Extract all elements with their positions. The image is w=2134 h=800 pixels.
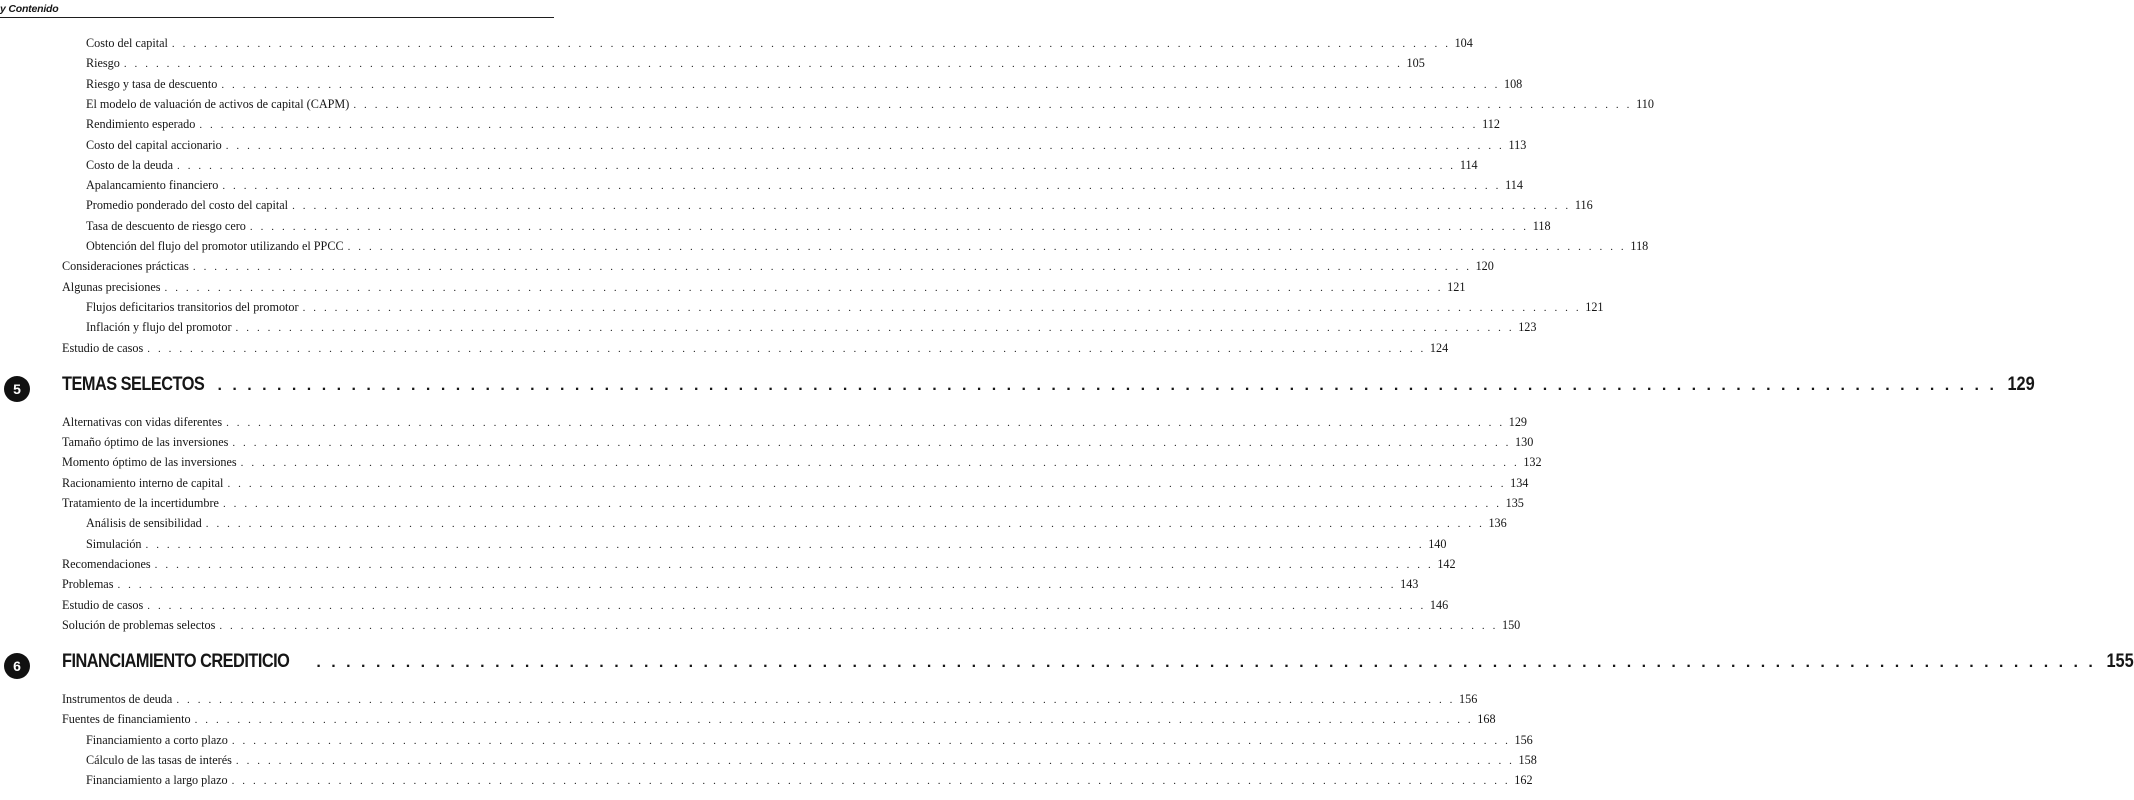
toc-entry[interactable]: [62, 432, 1534, 452]
dot-leader: . . . . . . . . . . . . . . . . . . . . . . . . . . . . . . . . . . . . . . . . . . . . . . . . . . . . . . . . . . . . . . . . . . . . . . . . . . . . . . . . . . . . . . . . . . . . . . . . . . . . . . . . . . . . . . . . . . . . . . . .: [353, 99, 1632, 111]
entry-page-number: 135: [1505, 496, 1524, 510]
dot-leader: . . . . . . . . . . . . . . . . . . . . . . . . . . . . . . . . . . . . . . . . . . . . . . . . . . . . . . . . . . . . . . . . . . . . . . . . . . . . . . . . . . . . . . . . . . . . . . . . . . . . . . . . . . . . . . . . . . . . . . . .: [249, 221, 1529, 233]
entry-page-number: 108: [1503, 77, 1523, 91]
toc-subentry[interactable]: [86, 216, 1551, 236]
toc-subentry[interactable]: [86, 513, 1507, 533]
toc-entry[interactable]: [62, 493, 1524, 513]
toc-subentry[interactable]: [86, 114, 1500, 134]
dot-leader: . . . . . . . . . . . . . . . . . . . . . . . . . . . . . . . . . . . . . . . . . . . . . . . . . . . . . . . . . . . . . . . . . . . . . . . . . . . . . . . . . . . . . . . . . . . . . . . . . . . . . . . . . . . . . . . . . . . . . . . .: [171, 38, 1451, 50]
entry-title: Inflación y flujo del promotor: [86, 320, 232, 334]
entry-title: Costo del capital accionario: [86, 138, 222, 152]
entry-page-number: 121: [1585, 300, 1604, 314]
chapter-number-badge: 5: [4, 376, 30, 402]
entry-title: Flujos deficitarios transitorios del promotor: [86, 300, 299, 314]
entry-page-number: 121: [1447, 280, 1466, 294]
toc-subentry[interactable]: [86, 195, 1593, 215]
toc-entry[interactable]: [62, 574, 1419, 594]
toc-entry[interactable]: [62, 412, 1528, 432]
entry-title: Apalancamiento financiero: [86, 178, 219, 192]
entry-page-number: 150: [1501, 618, 1521, 632]
toc-entry[interactable]: [62, 277, 1466, 297]
entry-page-number: 118: [1532, 219, 1551, 233]
entry-page-number: 132: [1523, 455, 1542, 469]
entry-page-number: 156: [1459, 692, 1478, 706]
dot-leader: . . . . . . . . . . . . . . . . . . . . . . . . . . . . . . . . . . . . . . . . . . . . . . . . . . . . . . . . . . . . . . . . . . . . . . . . . . . . . . . . . . . . . . . . . . . . . . . . . . . . . . . . . . . . . . . . . . . . . . . .: [177, 160, 1456, 172]
entry-title: Riesgo y tasa de descuento: [86, 77, 218, 91]
toc-entry[interactable]: [62, 256, 1494, 276]
entry-page-number: 156: [1514, 733, 1533, 747]
toc-subentry[interactable]: [86, 534, 1447, 554]
toc-entry[interactable]: [62, 338, 1449, 358]
entry-page-number: 162: [1514, 773, 1533, 787]
dot-leader: . . . . . . . . . . . . . . . . . . . . . . . . . . . . . . . . . . . . . . . . . . . . . . . . . . . . . . . . . . . . . . . . . . . . . . . . . . . . . . . . . . . . . . . . . . . . . . . . . . . . . . . . . . . . . . . . . . . . . . . .: [227, 478, 1507, 490]
chapter-page-number: 155: [2106, 651, 2134, 672]
dot-leader: . . . . . . . . . . . . . . . . . . . . . . . . . . . . . . . . . . . . . . . . . . . . . . . . . . . . . . . . . . . . . . . . . . . . . . . . . . . . . . . . . . . . . . . . . . . . . . . . . . . . . . . . . . . . . . . . . . . . . . . .: [316, 654, 2096, 671]
entry-title: Estudio de casos: [62, 598, 144, 612]
dot-leader: . . . . . . . . . . . . . . . . . . . . . . . . . . . . . . . . . . . . . . . . . . . . . . . . . . . . . . . . . . . . . . . . . . . . . . . . . . . . . . . . . . . . . . . . . . . . . . . . . . . . . . . . . . . . . . . . . . . . . . . .: [302, 302, 1582, 314]
entry-title: Costo de la deuda: [86, 158, 173, 172]
toc-subentry[interactable]: [86, 750, 1537, 770]
entry-title: Consideraciones prácticas: [62, 259, 189, 273]
entry-page-number: 142: [1437, 557, 1456, 571]
entry-page-number: 136: [1488, 516, 1507, 530]
dot-leader: . . . . . . . . . . . . . . . . . . . . . . . . . . . . . . . . . . . . . . . . . . . . . . . . . . . . . . . . . . . . . . . . . . . . . . . . . . . . . . . . . . . . . . . . . . . . . . . . . . . . . . . . . . . . . . . . . . . . . . . .: [145, 539, 1425, 551]
toc-subentry[interactable]: [86, 317, 1537, 337]
entry-title: Tamaño óptimo de las inversiones: [62, 435, 229, 449]
chapter-page-number: 129: [2007, 374, 2035, 395]
entry-title: Recomendaciones: [62, 557, 151, 571]
entry-page-number: 140: [1428, 537, 1447, 551]
dot-leader: . . . . . . . . . . . . . . . . . . . . . . . . . . . . . . . . . . . . . . . . . . . . . . . . . . . . . . . . . . . . . . . . . . . . . . . . . . . . . . . . . . . . . . . . . . . . . . . . . . . . . . . . . . . . . . . . . . . . . . . .: [147, 600, 1426, 612]
toc-entry[interactable]: [62, 452, 1542, 472]
entry-title: Alternativas con vidas diferentes: [62, 415, 223, 429]
dot-leader: . . . . . . . . . . . . . . . . . . . . . . . . . . . . . . . . . . . . . . . . . . . . . . . . . . . . . . . . . . . . . . . . . . . . . . . . . . . . . . . . . . . . . . . . . . . . . . . . . . . . . . . . . . . . . . . . . . . . . . . .: [147, 343, 1426, 355]
dot-leader: . . . . . . . . . . . . . . . . . . . . . . . . . . . . . . . . . . . . . . . . . . . . . . . . . . . . . . . . . . . . . . . . . . . . . . . . . . . . . . . . . . . . . . . . . . . . . . . . . . . . . . . . . . . . . . . . . . . . . . . .: [347, 241, 1627, 253]
running-header: y Contenido: [0, 3, 59, 15]
dot-leader: . . . . . . . . . . . . . . . . . . . . . . . . . . . . . . . . . . . . . . . . . . . . . . . . . . . . . . . . . . . . . . . . . . . . . . . . . . . . . . . . . . . . . . . . . . . . . . . . . . . . . . . . . . . . . . . . . . . . . . . .: [221, 79, 1500, 91]
entry-title: Fuentes de financiamiento: [62, 712, 191, 726]
toc-entry[interactable]: [62, 709, 1496, 729]
dot-leader: . . . . . . . . . . . . . . . . . . . . . . . . . . . . . . . . . . . . . . . . . . . . . . . . . . . . . . . . . . . . . . . . . . . . . . . . . . . . . . . . . . . . . . . . . . . . . . . . . . . . . . . . . . . . . . . . . . . . . . . .: [222, 180, 1501, 192]
dot-leader: . . . . . . . . . . . . . . . . . . . . . . . . . . . . . . . . . . . . . . . . . . . . . . . . . . . . . . . . . . . . . . . . . . . . . . . . . . . . . . . . . . . . . . . . . . . . . . . . . . . . . . . . . . . . . . . . . . . . . . . .: [225, 140, 1505, 152]
toc-entry[interactable]: [62, 554, 1456, 574]
entry-page-number: 116: [1574, 198, 1593, 212]
entry-title: Instrumentos de deuda: [62, 692, 173, 706]
toc-entry[interactable]: [62, 473, 1529, 493]
dot-leader: . . . . . . . . . . . . . . . . . . . . . . . . . . . . . . . . . . . . . . . . . . . . . . . . . . . . . . . . . . . . . . . . . . . . . . . . . . . . . . . . . . . . . . . . . . . . . . . . . . . . . . . . . . . . . . . . . . . . . . . .: [240, 457, 1520, 469]
entry-title: Problemas: [62, 577, 114, 591]
toc-subentry[interactable]: [86, 94, 1654, 114]
dot-leader: . . . . . . . . . . . . . . . . . . . . . . . . . . . . . . . . . . . . . . . . . . . . . . . . . . . . . . . . . . . . . . . . . . . . . . . . . . . . . . . . . . . . . . . . . . . . . . . . . . . . . . . . . . . . . . . . . . . . . . . .: [164, 282, 1444, 294]
entry-title: Costo del capital: [86, 36, 168, 50]
dot-leader: . . . . . . . . . . . . . . . . . . . . . . . . . . . . . . . . . . . . . . . . . . . . . . . . . . . . . . . . . . . . . . . . . . . . . . . . . . . . . . . . . . . . . . . . . . . . . . . . . . . . . . . . . . . . . . . . . . . . . . . .: [205, 518, 1485, 530]
entry-page-number: 112: [1482, 117, 1500, 131]
entry-title: Riesgo: [86, 56, 120, 70]
toc-subentry[interactable]: [86, 730, 1533, 750]
toc-subentry[interactable]: [86, 74, 1523, 94]
entry-page-number: 123: [1518, 320, 1537, 334]
entry-page-number: 120: [1475, 259, 1494, 273]
entry-title: Cálculo de las tasas de interés: [86, 753, 232, 767]
entry-title: Simulación: [86, 537, 142, 551]
entry-title: Algunas precisiones: [62, 280, 161, 294]
entry-page-number: 110: [1636, 97, 1654, 111]
chapter-number-badge: 6: [4, 653, 30, 679]
entry-title: Obtención del flujo del promotor utilizando el PPCC: [86, 239, 344, 253]
entry-title: Solución de problemas selectos: [62, 618, 216, 632]
dot-leader: . . . . . . . . . . . . . . . . . . . . . . . . . . . . . . . . . . . . . . . . . . . . . . . . . . . . . . . . . . . . . . . . . . . . . . . . . . . . . . . . . . . . . . . . . . . . . . . . . . . . . . . . . . . . . . . . . . . . . . . .: [194, 714, 1474, 726]
entry-title: Financiamiento a largo plazo: [86, 773, 228, 787]
entry-page-number: 129: [1508, 415, 1528, 429]
dot-leader: . . . . . . . . . . . . . . . . . . . . . . . . . . . . . . . . . . . . . . . . . . . . . . . . . . . . . . . . . . . . . . . . . . . . . . . . . . . . . . . . . . . . . . . . . . . . . . . . . . . . . . . . . . . . . . . . . . . . . . . .: [222, 498, 1502, 510]
entry-page-number: 118: [1630, 239, 1649, 253]
entry-page-number: 134: [1510, 476, 1529, 490]
entry-title: Rendimiento esperado: [86, 117, 196, 131]
entry-title: Análisis de sensibilidad: [86, 516, 202, 530]
header-rule: [0, 17, 554, 18]
toc-entry[interactable]: [62, 689, 1478, 709]
dot-leader: . . . . . . . . . . . . . . . . . . . . . . . . . . . . . . . . . . . . . . . . . . . . . . . . . . . . . . . . . . . . . . . . . . . . . . . . . . . . . . . . . . . . . . . . . . . . . . . . . . . . . . . . . . . . . . . . . . . . . . . .: [217, 377, 1997, 394]
dot-leader: . . . . . . . . . . . . . . . . . . . . . . . . . . . . . . . . . . . . . . . . . . . . . . . . . . . . . . . . . . . . . . . . . . . . . . . . . . . . . . . . . . . . . . . . . . . . . . . . . . . . . . . . . . . . . . . . . . . . . . . .: [192, 261, 1472, 273]
toc-entry[interactable]: [62, 595, 1449, 615]
dot-leader: . . . . . . . . . . . . . . . . . . . . . . . . . . . . . . . . . . . . . . . . . . . . . . . . . . . . . . . . . . . . . . . . . . . . . . . . . . . . . . . . . . . . . . . . . . . . . . . . . . . . . . . . . . . . . . . . . . . . . . . .: [292, 200, 1571, 212]
dot-leader: . . . . . . . . . . . . . . . . . . . . . . . . . . . . . . . . . . . . . . . . . . . . . . . . . . . . . . . . . . . . . . . . . . . . . . . . . . . . . . . . . . . . . . . . . . . . . . . . . . . . . . . . . . . . . . . . . . . . . . . .: [235, 322, 1515, 334]
toc-subentry[interactable]: [86, 297, 1604, 317]
entry-page-number: 105: [1406, 56, 1425, 70]
entry-title: Promedio ponderado del costo del capital: [86, 198, 289, 212]
dot-leader: . . . . . . . . . . . . . . . . . . . . . . . . . . . . . . . . . . . . . . . . . . . . . . . . . . . . . . . . . . . . . . . . . . . . . . . . . . . . . . . . . . . . . . . . . . . . . . . . . . . . . . . . . . . . . . . . . . . . . . . .: [231, 735, 1511, 747]
entry-title: Tasa de descuento de riesgo cero: [86, 219, 246, 233]
dot-leader: . . . . . . . . . . . . . . . . . . . . . . . . . . . . . . . . . . . . . . . . . . . . . . . . . . . . . . . . . . . . . . . . . . . . . . . . . . . . . . . . . . . . . . . . . . . . . . . . . . . . . . . . . . . . . . . . . . . . . . . .: [117, 579, 1397, 591]
entry-page-number: 168: [1477, 712, 1496, 726]
entry-page-number: 114: [1505, 178, 1523, 192]
dot-leader: . . . . . . . . . . . . . . . . . . . . . . . . . . . . . . . . . . . . . . . . . . . . . . . . . . . . . . . . . . . . . . . . . . . . . . . . . . . . . . . . . . . . . . . . . . . . . . . . . . . . . . . . . . . . . . . . . . . . . . . .: [235, 755, 1515, 767]
dot-leader: . . . . . . . . . . . . . . . . . . . . . . . . . . . . . . . . . . . . . . . . . . . . . . . . . . . . . . . . . . . . . . . . . . . . . . . . . . . . . . . . . . . . . . . . . . . . . . . . . . . . . . . . . . . . . . . . . . . . . . . .: [154, 559, 1434, 571]
entry-title: Estudio de casos: [62, 341, 144, 355]
chapter-heading[interactable]: [0, 368, 2035, 408]
chapter-title: TEMAS SELECTOS: [62, 374, 205, 395]
entry-title: Financiamiento a corto plazo: [86, 733, 228, 747]
entry-title: Racionamiento interno de capital: [62, 476, 224, 490]
dot-leader: . . . . . . . . . . . . . . . . . . . . . . . . . . . . . . . . . . . . . . . . . . . . . . . . . . . . . . . . . . . . . . . . . . . . . . . . . . . . . . . . . . . . . . . . . . . . . . . . . . . . . . . . . . . . . . . . . . . . . . . .: [199, 119, 1478, 131]
toc-subentry[interactable]: [86, 33, 1473, 53]
dot-leader: . . . . . . . . . . . . . . . . . . . . . . . . . . . . . . . . . . . . . . . . . . . . . . . . . . . . . . . . . . . . . . . . . . . . . . . . . . . . . . . . . . . . . . . . . . . . . . . . . . . . . . . . . . . . . . . . . . . . . . . .: [232, 437, 1512, 449]
dot-leader: . . . . . . . . . . . . . . . . . . . . . . . . . . . . . . . . . . . . . . . . . . . . . . . . . . . . . . . . . . . . . . . . . . . . . . . . . . . . . . . . . . . . . . . . . . . . . . . . . . . . . . . . . . . . . . . . . . . . . . . .: [226, 417, 1505, 429]
toc-subentry[interactable]: [86, 155, 1478, 175]
entry-title: El modelo de valuación de activos de capital (CAPM): [86, 97, 350, 111]
entry-title: Tratamiento de la incertidumbre: [62, 496, 219, 510]
toc-subentry[interactable]: [86, 236, 1649, 256]
toc-subentry[interactable]: [86, 53, 1425, 73]
chapter-title: FINANCIAMIENTO CREDITICIO: [62, 651, 290, 672]
entry-page-number: 130: [1515, 435, 1534, 449]
dot-leader: . . . . . . . . . . . . . . . . . . . . . . . . . . . . . . . . . . . . . . . . . . . . . . . . . . . . . . . . . . . . . . . . . . . . . . . . . . . . . . . . . . . . . . . . . . . . . . . . . . . . . . . . . . . . . . . . . . . . . . . .: [123, 58, 1403, 70]
entry-page-number: 158: [1518, 753, 1537, 767]
entry-page-number: 124: [1429, 341, 1449, 355]
entry-page-number: 113: [1508, 138, 1527, 152]
entry-page-number: 104: [1454, 36, 1473, 50]
entry-page-number: 114: [1459, 158, 1478, 172]
toc-subentry[interactable]: [86, 175, 1523, 195]
dot-leader: . . . . . . . . . . . . . . . . . . . . . . . . . . . . . . . . . . . . . . . . . . . . . . . . . . . . . . . . . . . . . . . . . . . . . . . . . . . . . . . . . . . . . . . . . . . . . . . . . . . . . . . . . . . . . . . . . . . . . . . .: [231, 775, 1511, 787]
chapter-heading[interactable]: [0, 645, 2134, 685]
entry-page-number: 143: [1400, 577, 1419, 591]
toc-subentry[interactable]: [86, 770, 1533, 790]
toc-subentry[interactable]: [86, 135, 1527, 155]
dot-leader: . . . . . . . . . . . . . . . . . . . . . . . . . . . . . . . . . . . . . . . . . . . . . . . . . . . . . . . . . . . . . . . . . . . . . . . . . . . . . . . . . . . . . . . . . . . . . . . . . . . . . . . . . . . . . . . . . . . . . . . .: [176, 694, 1455, 706]
entry-page-number: 146: [1429, 598, 1449, 612]
dot-leader: . . . . . . . . . . . . . . . . . . . . . . . . . . . . . . . . . . . . . . . . . . . . . . . . . . . . . . . . . . . . . . . . . . . . . . . . . . . . . . . . . . . . . . . . . . . . . . . . . . . . . . . . . . . . . . . . . . . . . . . .: [219, 620, 1498, 632]
toc-entry[interactable]: [62, 615, 1521, 635]
entry-title: Momento óptimo de las inversiones: [62, 455, 237, 469]
